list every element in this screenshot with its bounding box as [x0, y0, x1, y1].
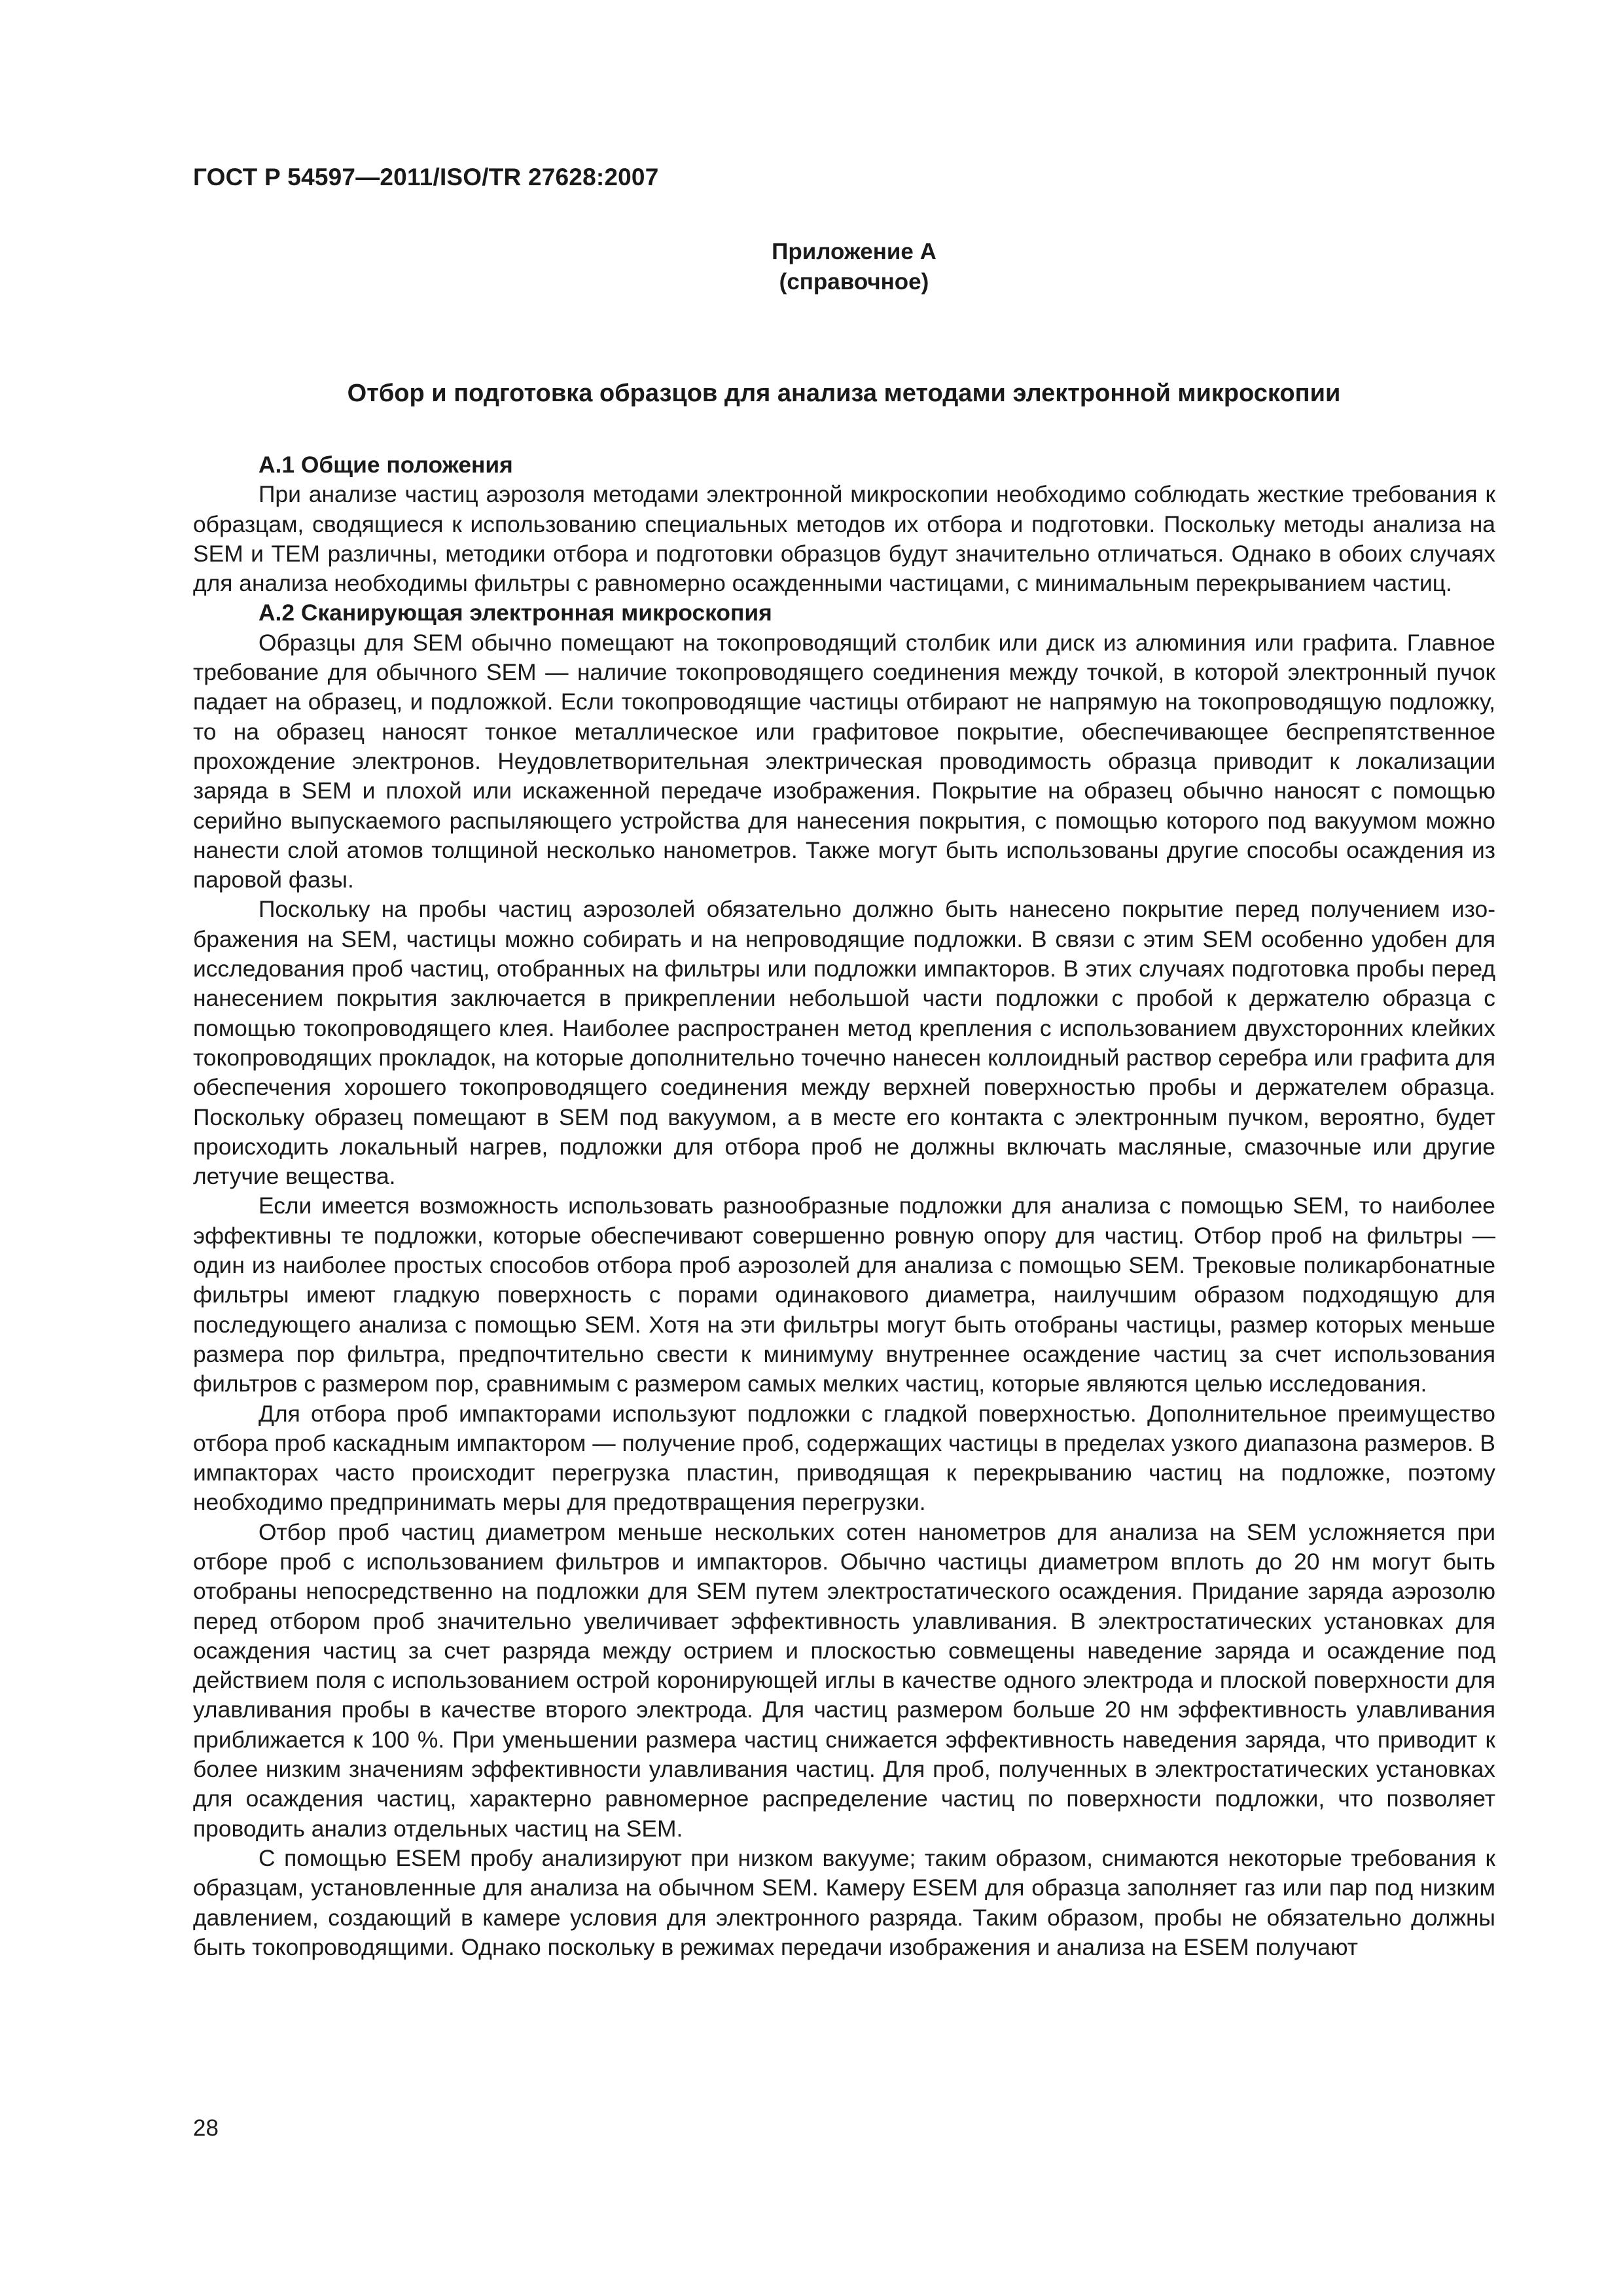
- standard-designation: ГОСТ Р 54597—2011/ISO/TR 27628:2007: [193, 164, 659, 190]
- appendix-heading: [681, 237, 1027, 297]
- paragraph: Если имеется возможность использовать разнообразные подложки для анализа с помощью SEM, то наиболее эффективны те подложки, которые обеспечивают совершенно ровную опору для частиц. Отбор проб на фильтры — один из наиболее простых способов отбора проб аэрозолей для анализа с помощью SEM. Трековые поликарбонатные фильтры имеют гладкую поверхность с порами одинакового диаметра, наилучшим образом подходящую для последующего анализа с помощью SEM. Хотя на эти фильтры могут быть отобраны частицы, размер которых меньше размера пор фильтра, предпочтительно свести к минимуму внутреннее осаждение частиц за счет использования фильтров с размером пор, сравнимым с размером самых мелких частиц, которые являются целью исследования.: [193, 1193, 1495, 1397]
- paragraph: Образцы для SEM обычно помещают на токопроводящий столбик или диск из алюминия или графита. Главное требование для обычного SEM — наличие токопроводящего соединения между точкой, в которой электронный пучок падает на образец, и подложкой. Если токопроводящие частицы отбирают не напрямую на токопроводящую подложку, то на образец наносят тонкое металлическое или графитовое покрытие, обеспечивающее беспрепятственное прохождение электронов. Неудовлетворительная электрическая проводимость образца приводит к локализации заряда в SEM и плохой или искаженной передаче изображения. Покрытие на образец обычно наносят с помощью серийно выпускаемого распыляющего устройства для нанесения покрытия, с помощью которого под вакуумом можно нанести слой атомов толщиной несколько нанометров. Также могут быть использованы другие способы осаждения из паровой фазы.: [193, 629, 1495, 893]
- section-heading: А.1 Общие положения: [259, 452, 513, 478]
- paragraph: При анализе частиц аэрозоля методами электронной микроскопии необходимо соблюдать жесткие требования к образцам, сводящиеся к использованию специальных методов их отбора и подготовки. Поскольку методы анализа на SEM и ТЕМ различны, методики отбора и подготовки образцов будут значительно отличаться. Однако в обоих случаях для анализа необходимы фильтры с равномерно осажденными частицами, с минимальным перекрыванием частиц.: [193, 481, 1495, 597]
- appendix-label: Приложение А: [772, 239, 936, 264]
- paragraph: Для отбора проб импакторами используют подложки с гладкой поверхностью. Дополнительное преимущество отбора проб каскадным импактором — получение проб, содержащих частицы в пределах узкого диапазона размеров. В импакторах часто происходит перегрузка пластин, приводящая к перекрыванию частиц на подложке, поэтому необходимо предпринимать меры для предотвращения перегрузки.: [193, 1400, 1495, 1516]
- section-heading: А.2 Сканирующая электронная микроскопия: [259, 600, 772, 626]
- paragraph: С помощью ESEM пробу анализируют при низком вакууме; таким образом, снимаются некоторые требования к образцам, установленные для анализа на обычном SEM. Камеру ESEM для образца заполняет газ или пар под низким давлением, создающий в камере условия для электронного разряда. Таким образом, пробы не обязательно должны быть токопроводящими. Однако поскольку в режимах передачи изображения и анализа на ESEM получают: [193, 1844, 1495, 1960]
- page-number: 28: [193, 2115, 219, 2141]
- body-text: [193, 450, 1495, 1962]
- paragraph: Поскольку на пробы частиц аэрозолей обязательно должно быть нанесено покрытие перед получением изображения на SEM, частицы можно собирать и на непроводящие подложки. В связи с этим SEM особенно удобен для исследования проб частиц, отобранных на фильтры или подложки импакторов. В этих случаях подготовка пробы перед нанесением покрытия заключается в прикреплении небольшой части подложки с пробой к держателю образца с помощью токопроводящего клея. Наиболее распространен метод крепления с использованием двухсторонних клейких токопроводящих прокладок, на которые дополнительно точечно нанесен коллоидный раствор серебра или графита для обеспечения хорошего токопроводящего соединения между верхней поверхностью пробы и держателем образца. Поскольку образец помещают в SEM под вакуумом, а в месте его контакта с электронным пучком, вероятно, будет происходить локальный нагрев, подложки для отбора проб не должны включать масляные, смазочные или другие летучие вещества.: [193, 896, 1495, 1190]
- appendix-title: Отбор и подготовка образцов для анализа методами электронной микроскопии: [347, 380, 1341, 407]
- appendix-type: (справочное): [779, 269, 929, 295]
- paragraph: Отбор проб частиц диаметром меньше нескольких сотен нанометров для анализа на SEM усложняется при отборе проб с использованием фильтров и импакторов. Обычно частицы диаметром вплоть до 20 нм могут быть отобраны непосредственно на подложки для SEM путем электростатического осаждения. Придание заряда аэрозолю перед отбором проб значительно увеличивает эффективность улавливания. В электростатических установках для осаждения частиц за счет разряда между острием и плоскостью совмещены наведение заряда и осаждение под действием поля с использованием острой коронирующей иглы в качестве одного электрода и плоской поверхности для улавливания пробы в качестве второго электрода. Для частиц размером больше 20 нм эффективность улавливания приближается к 100 %. При уменьшении размера частиц снижается эффективность наведения заряда, что приводит к более низким значениям эффективности улавливания частиц. Для проб, полученных в электростатических установках для осаждения частиц, характерно равномерное распределение частиц по поверхности подложки, что позволяет проводить анализ отдельных частиц на SEM.: [193, 1518, 1495, 1842]
